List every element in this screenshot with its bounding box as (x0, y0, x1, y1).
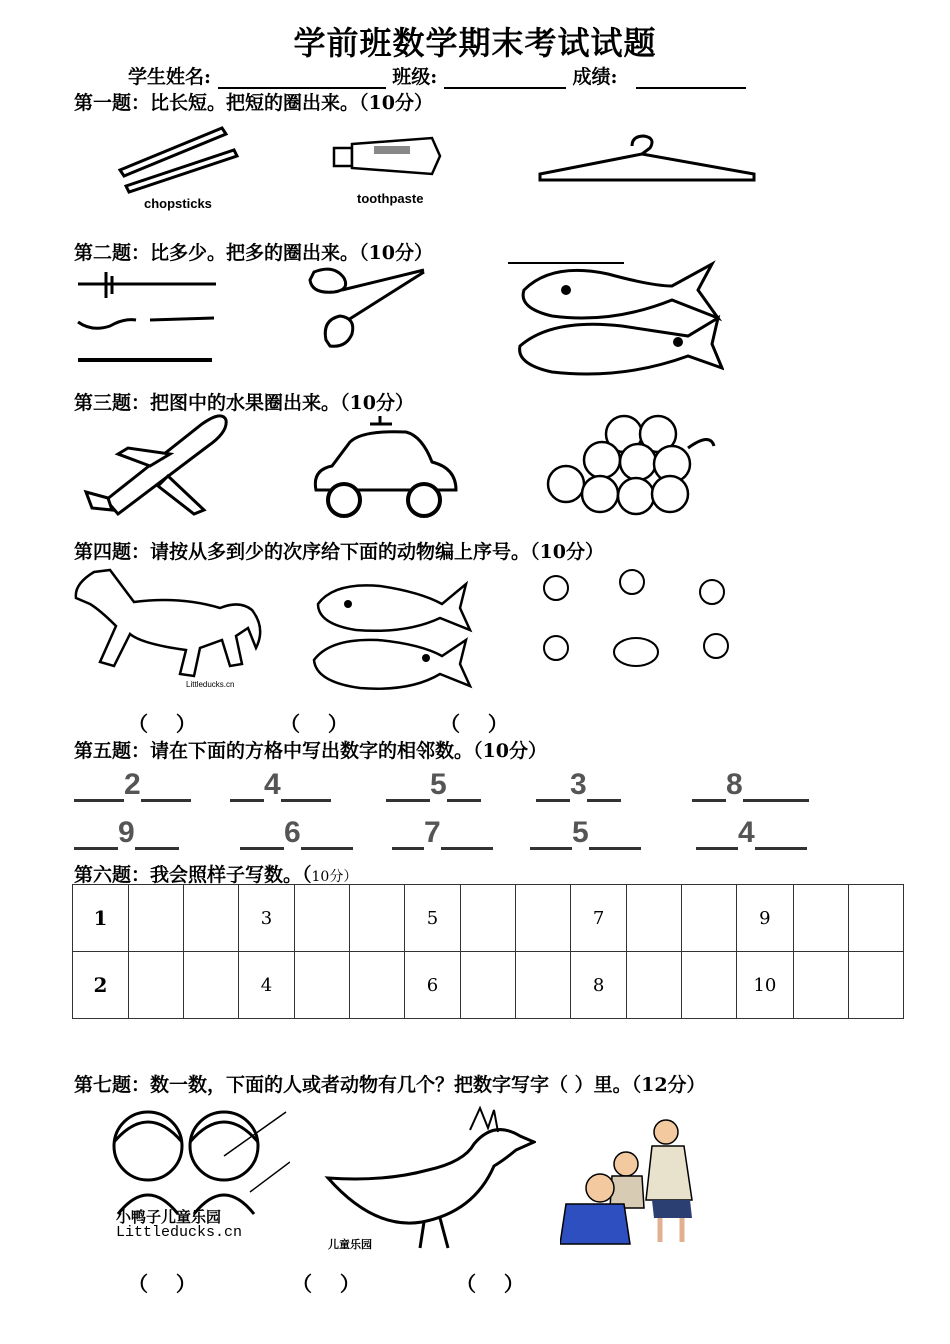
grid-cell[interactable] (294, 952, 349, 1019)
q4-answer-1[interactable]: （ ） (128, 712, 196, 736)
neighbor-item: 8 (692, 768, 809, 802)
grid-cell[interactable] (460, 885, 515, 952)
grid-cell[interactable] (682, 885, 737, 952)
question-5: 第五题：请在下面的方格中写出数字的相邻数。（10分） (74, 740, 547, 762)
grid-cell: 5 (405, 885, 461, 952)
bird-site-label: 儿童乐园 (328, 1238, 372, 1251)
student-info (128, 62, 746, 89)
neighbor-item: 6 (240, 816, 353, 850)
toothpaste-label: toothpaste (357, 191, 424, 206)
grid-cell[interactable] (793, 885, 848, 952)
girls-site-label: Littleducks.cn (116, 1224, 243, 1241)
grid-cell[interactable] (128, 885, 183, 952)
grid-cell: 4 (239, 952, 295, 1019)
bird-image (324, 1104, 536, 1250)
two-fish-image (310, 574, 474, 694)
grid-cell: 7 (571, 885, 627, 952)
page-title: 学前班数学期末考试试题 (293, 24, 657, 62)
question-6: 第六题：我会照样子写数。（10分） (74, 864, 358, 886)
grid-cell: 8 (571, 952, 627, 1019)
q7-answer-3[interactable]: （ ） (456, 1272, 524, 1296)
toothpaste-image (332, 134, 444, 182)
score-label: 成绩: (572, 66, 618, 88)
grid-cell: 3 (239, 885, 295, 952)
grid-cell[interactable] (350, 885, 405, 952)
question-3: 第三题：把图中的水果圈出来。（10分） (74, 392, 414, 414)
scissors-image (304, 264, 430, 350)
class-field[interactable] (444, 67, 566, 89)
q4-answer-3[interactable]: （ ） (440, 712, 508, 736)
grid-cell[interactable] (460, 952, 515, 1019)
horse-site-label: Littleducks.cn (186, 680, 235, 689)
girls-site-label-cn: 小鸭子儿童乐园 (116, 1208, 222, 1226)
grid-cell[interactable] (128, 952, 183, 1019)
name-label: 学生姓名: (128, 66, 212, 88)
grid-cell[interactable] (184, 885, 239, 952)
small-animals-image (532, 566, 752, 690)
neighbor-item: 7 (392, 816, 493, 850)
chopsticks-label: chopsticks (144, 196, 212, 211)
neighbor-item: 4 (230, 768, 331, 802)
grid-cell[interactable] (626, 885, 681, 952)
question-2: 第二题：比多少。把多的圈出来。（10分） (74, 242, 433, 264)
q7-answer-1[interactable]: （ ） (128, 1272, 196, 1296)
grid-cell[interactable] (626, 952, 681, 1019)
fish-group-image (512, 260, 724, 378)
question-7: 第七题：数一数，下面的人或者动物有几个？把数字写字（ ）里。（12分） (74, 1074, 706, 1096)
grapes-image (542, 414, 724, 518)
grid-cell: 10 (737, 952, 793, 1019)
neighbor-item: 5 (386, 768, 481, 802)
grid-cell[interactable] (516, 952, 571, 1019)
grid-row-1 (73, 885, 904, 952)
swords-image (72, 264, 222, 372)
neighbor-item: 3 (536, 768, 621, 802)
q7-answer-2[interactable]: （ ） (292, 1272, 360, 1296)
airplane-image (78, 410, 228, 520)
grid-cell[interactable] (848, 885, 903, 952)
number-grid (72, 884, 904, 1019)
grid-cell[interactable] (848, 952, 903, 1019)
grid-cell[interactable] (184, 952, 239, 1019)
name-field[interactable] (218, 67, 386, 89)
score-field[interactable] (636, 67, 746, 89)
three-people-image (560, 1118, 726, 1248)
grid-cell[interactable] (516, 885, 571, 952)
grid-cell[interactable] (793, 952, 848, 1019)
grid-cell[interactable] (294, 885, 349, 952)
neighbor-item: 9 (74, 816, 179, 850)
neighbor-item: 2 (74, 768, 191, 802)
hanger-image (536, 130, 760, 186)
neighbor-item: 5 (530, 816, 641, 850)
grid-cell[interactable] (682, 952, 737, 1019)
grid-cell: 6 (405, 952, 461, 1019)
question-1: 第一题：比长短。把短的圈出来。（10分） (74, 92, 433, 114)
grid-cell: 1 (73, 885, 129, 952)
grid-cell: 9 (737, 885, 793, 952)
q4-answer-2[interactable]: （ ） (280, 712, 348, 736)
class-label: 班级: (392, 66, 438, 88)
grid-cell: 2 (73, 952, 129, 1019)
grid-row-2 (73, 952, 904, 1019)
grid-cell[interactable] (350, 952, 405, 1019)
horse-image (70, 566, 264, 694)
car-image (306, 414, 462, 522)
question-4: 第四题：请按从多到少的次序给下面的动物编上序号。（10分） (74, 541, 604, 563)
neighbor-item: 4 (696, 816, 807, 850)
